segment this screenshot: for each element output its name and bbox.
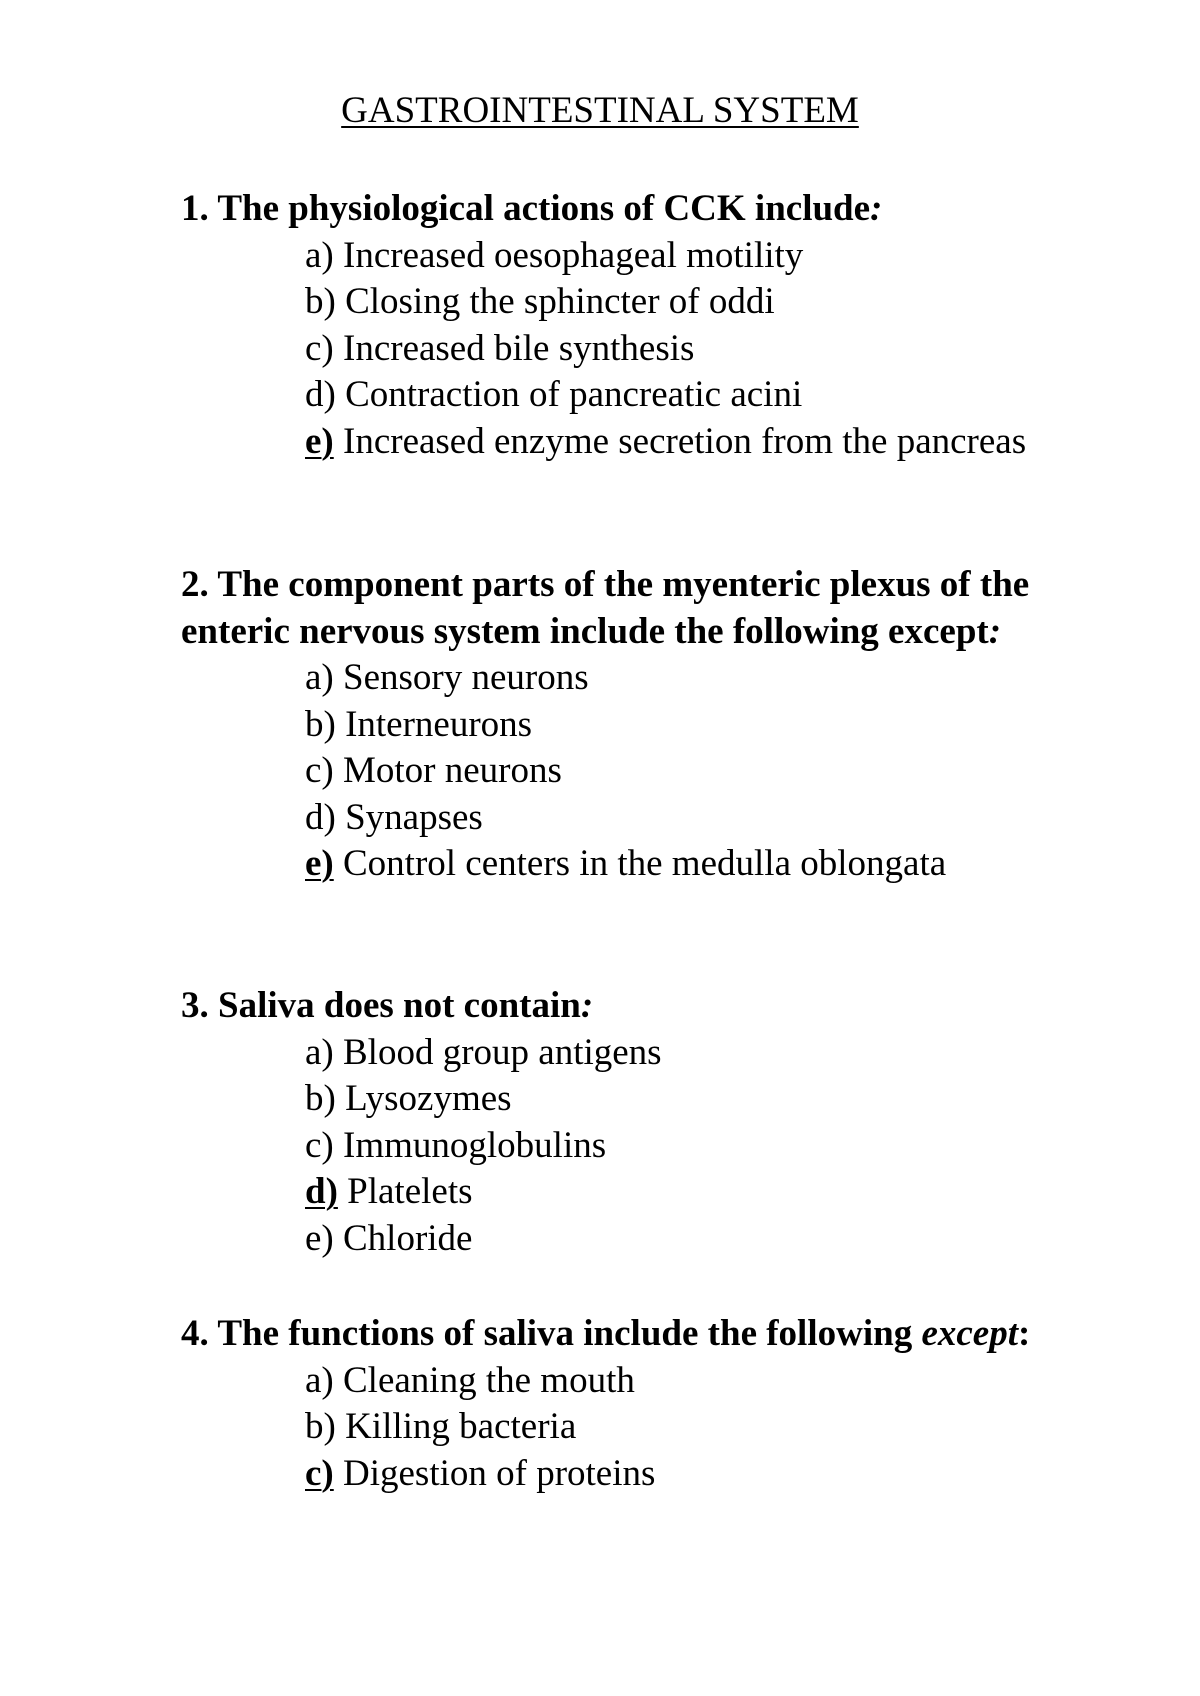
- option-letter-correct: e): [305, 843, 334, 884]
- option-letter: e): [305, 1217, 334, 1259]
- option-b: [181, 279, 1041, 326]
- option-list: [181, 655, 1041, 888]
- stem-colon: :: [870, 188, 883, 229]
- question-number: 3.: [181, 985, 209, 1026]
- option-text: Control centers in the medulla oblongata: [343, 843, 947, 884]
- stem-colon: :: [1018, 1313, 1031, 1354]
- option-letter: b): [305, 1078, 336, 1119]
- option-e-correct: [181, 841, 1041, 888]
- option-text: Cleaning the mouth: [343, 1359, 635, 1401]
- option-text: Increased oesophageal motility: [343, 234, 804, 276]
- option-text: Closing the sphincter of oddi: [345, 281, 775, 322]
- stem-emphasis: except: [921, 1313, 1018, 1354]
- option-text: Motor neurons: [343, 750, 562, 791]
- option-letter: b): [305, 703, 336, 745]
- question-text: The functions of saliva include the following: [217, 1313, 913, 1354]
- option-text: Synapses: [345, 796, 483, 838]
- stem-colon: :: [580, 985, 594, 1026]
- option-letter: a): [305, 657, 334, 698]
- question-stem: [181, 186, 1041, 233]
- option-letter: b): [305, 1406, 336, 1447]
- option-c: [181, 748, 1041, 795]
- option-b: [181, 702, 1041, 749]
- option-c-correct: [181, 1451, 1041, 1498]
- option-list: [181, 233, 1041, 466]
- option-d: [181, 372, 1041, 419]
- option-c: [181, 326, 1041, 373]
- option-e: [181, 1216, 1041, 1263]
- question-stem: [181, 1311, 1041, 1358]
- option-text: Lysozymes: [345, 1078, 512, 1119]
- question-1: [181, 186, 1041, 465]
- question-text: The physiological actions of CCK include: [217, 188, 871, 229]
- option-text: Platelets: [347, 1171, 473, 1212]
- question-stem: [181, 983, 1041, 1030]
- option-letter: c): [305, 1124, 334, 1166]
- question-number: 1.: [181, 188, 209, 229]
- option-a: [181, 1030, 1041, 1077]
- option-letter-correct: e): [305, 420, 334, 462]
- question-number: 2.: [181, 564, 209, 605]
- option-text: Increased enzyme secretion from the pancreas: [343, 420, 1027, 462]
- option-letter: c): [305, 750, 334, 791]
- question-stem: [181, 562, 1041, 655]
- option-d-correct: [181, 1169, 1041, 1216]
- option-a: [181, 233, 1041, 280]
- option-text: Digestion of proteins: [343, 1452, 656, 1494]
- option-letter: a): [305, 1359, 334, 1401]
- option-text: Immunoglobulins: [343, 1124, 607, 1166]
- option-b: [181, 1076, 1041, 1123]
- option-list: [181, 1030, 1041, 1263]
- option-letter: a): [305, 234, 334, 276]
- option-letter: d): [305, 796, 336, 838]
- option-a: [181, 655, 1041, 702]
- page-title: GASTROINTESTINAL SYSTEM: [341, 90, 859, 131]
- option-letter: a): [305, 1031, 334, 1073]
- option-d: [181, 795, 1041, 842]
- option-letter-correct: c): [305, 1452, 334, 1494]
- question-text: The component parts of the myenteric plexus of the enteric nervous system include the following except: [181, 564, 1030, 652]
- option-text: Blood group antigens: [343, 1031, 662, 1073]
- option-letter-correct: d): [305, 1171, 338, 1212]
- option-text: Interneurons: [345, 703, 533, 745]
- option-list: [181, 1358, 1041, 1498]
- option-text: Killing bacteria: [345, 1406, 577, 1447]
- option-letter: d): [305, 374, 336, 415]
- option-e-correct: [181, 419, 1041, 466]
- option-text: Contraction of pancreatic acini: [345, 374, 803, 415]
- question-number: 4.: [181, 1313, 209, 1354]
- option-b: [181, 1404, 1041, 1451]
- option-text: Sensory neurons: [343, 657, 589, 698]
- stem-colon: :: [988, 610, 1002, 652]
- question-text: Saliva does not contain: [218, 985, 581, 1026]
- option-a: [181, 1358, 1041, 1405]
- option-text: Chloride: [343, 1217, 473, 1259]
- question-2: [181, 562, 1041, 888]
- option-letter: b): [305, 281, 336, 322]
- question-4: [181, 1311, 1041, 1497]
- question-3: [181, 983, 1041, 1262]
- option-c: [181, 1123, 1041, 1170]
- option-letter: c): [305, 327, 334, 369]
- option-text: Increased bile synthesis: [343, 327, 695, 369]
